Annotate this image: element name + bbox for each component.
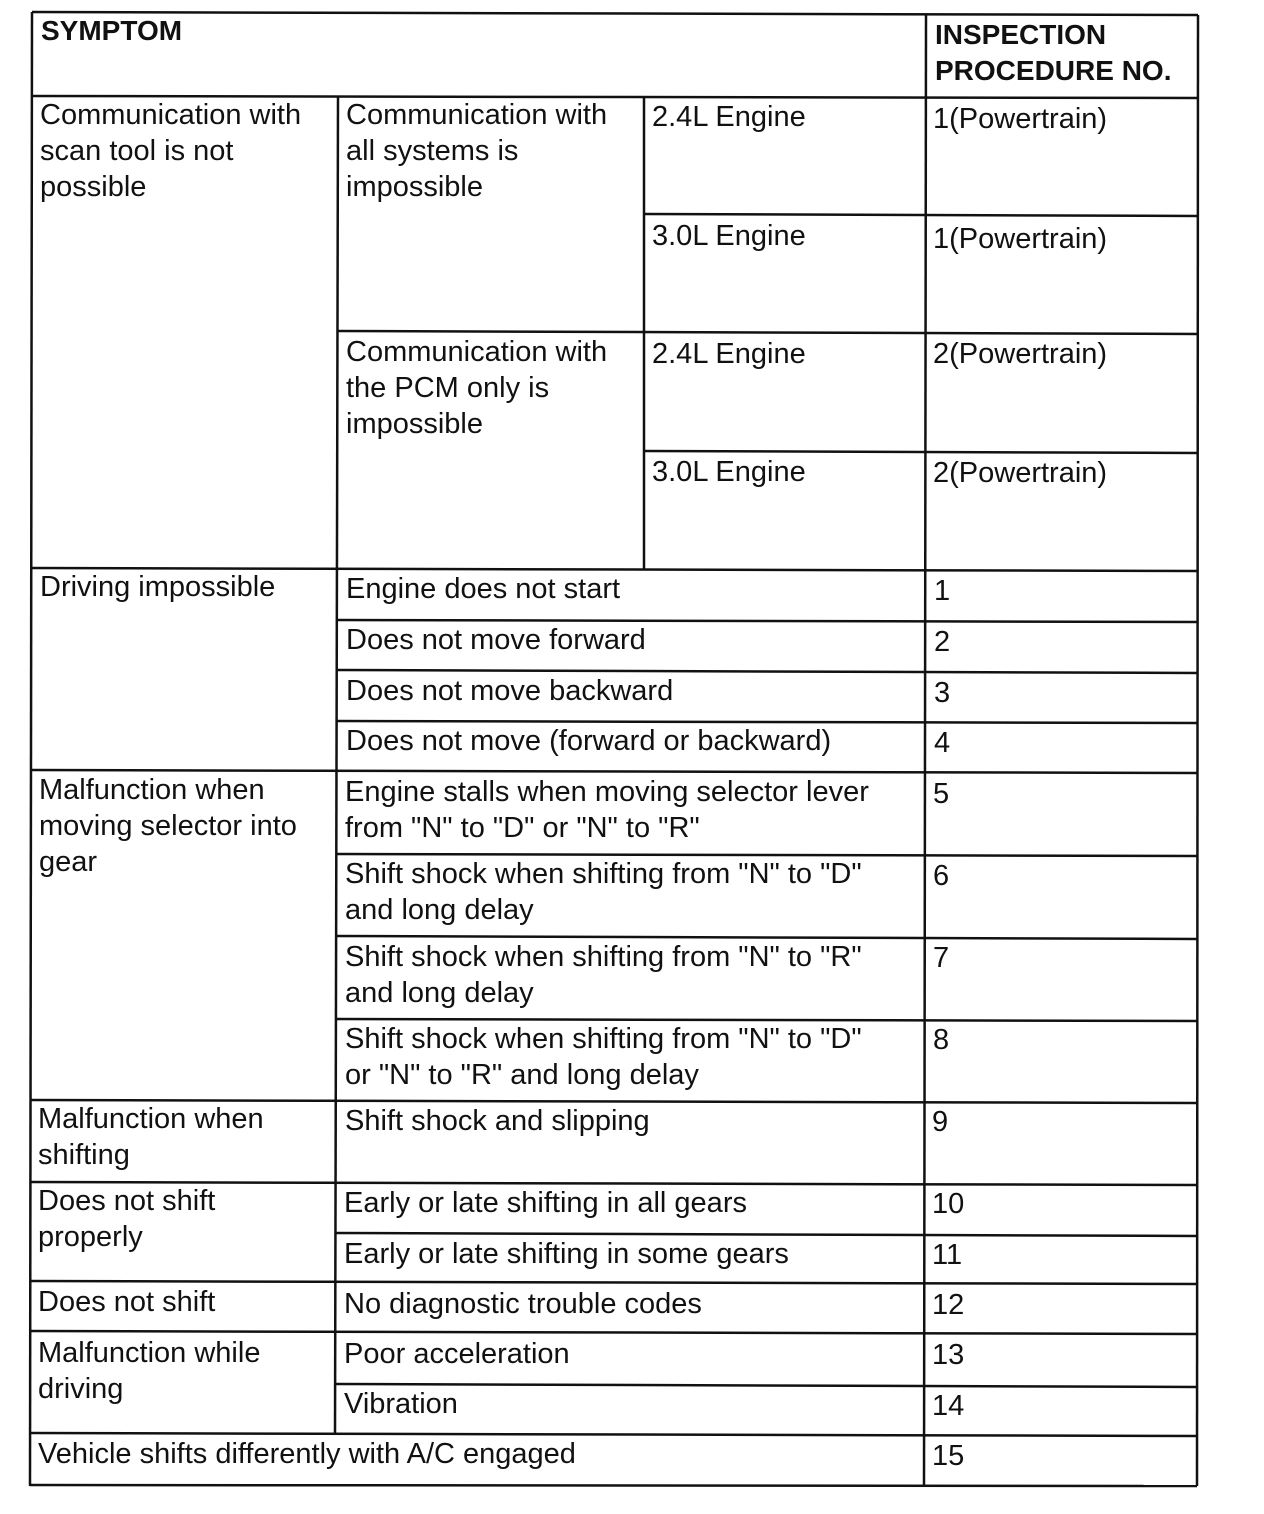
procedure-cell: 2 <box>934 626 951 658</box>
symptom-cell: Communication with <box>40 99 302 131</box>
header-symptom: SYMPTOM <box>41 15 183 46</box>
subsymptom-cell: Communication with <box>346 99 608 131</box>
procedure-cell: 12 <box>932 1289 965 1321</box>
header-procedure-line2: PROCEDURE NO. <box>935 55 1172 86</box>
detail-cell: and long delay <box>345 977 534 1009</box>
symptom-cell: Malfunction when <box>39 774 265 806</box>
detail-cell: Does not move (forward or backward) <box>346 725 832 757</box>
procedure-cell: 6 <box>933 860 950 892</box>
symptom-cell: shifting <box>38 1139 130 1171</box>
procedure-cell: 1(Powertrain) <box>933 223 1108 255</box>
detail-cell: Shift shock when shifting from "N" to "R" <box>345 941 862 973</box>
detail-cell: Engine stalls when moving selector lever <box>345 776 869 808</box>
detail-cell: Shift shock when shifting from "N" to "D" <box>345 858 862 890</box>
engine-cell: 3.0L Engine <box>652 456 806 488</box>
procedure-cell: 2(Powertrain) <box>933 457 1108 489</box>
engine-cell: 3.0L Engine <box>652 220 806 252</box>
symptom-cell: Does not shift <box>38 1286 216 1318</box>
detail-cell: and long delay <box>345 894 534 926</box>
detail-cell: Shift shock when shifting from "N" to "D" <box>345 1023 862 1055</box>
symptom-cell: Malfunction when <box>38 1103 264 1135</box>
procedure-cell: 1(Powertrain) <box>933 103 1108 135</box>
procedure-cell: 5 <box>933 778 950 810</box>
subsymptom-cell: all systems is <box>346 135 519 167</box>
detail-cell: Vibration <box>344 1388 458 1420</box>
scan-tool-section <box>40 99 1107 489</box>
detail-cell: from "N" to "D" or "N" to "R" <box>345 812 700 844</box>
engine-cell: 2.4L Engine <box>652 101 806 133</box>
procedure-cell: 11 <box>932 1239 963 1271</box>
subsymptom-cell: Communication with <box>346 336 608 368</box>
procedure-cell: 7 <box>933 942 950 974</box>
detail-cell: Early or late shifting in some gears <box>344 1238 789 1270</box>
symptom-cell: Malfunction while <box>38 1337 261 1369</box>
header-procedure-line1: INSPECTION <box>935 19 1107 50</box>
symptom-cell: scan tool is not <box>40 135 234 167</box>
detail-cell: Poor acceleration <box>344 1338 570 1370</box>
engine-cell: 2.4L Engine <box>652 338 806 370</box>
table-header <box>41 15 1171 86</box>
symptom-cell: properly <box>38 1221 143 1253</box>
detail-rows <box>344 573 964 1422</box>
subsymptom-cell: impossible <box>346 408 483 440</box>
detail-cell: No diagnostic trouble codes <box>344 1288 702 1320</box>
detail-cell: Early or late shifting in all gears <box>344 1187 747 1219</box>
procedure-cell: 14 <box>932 1390 965 1422</box>
detail-cell: Shift shock and slipping <box>345 1105 650 1137</box>
procedure-cell: 3 <box>934 677 951 709</box>
procedure-cell: 15 <box>932 1440 965 1472</box>
symptom-cell: moving selector into <box>39 810 297 842</box>
symptom-cell: Vehicle shifts differently with A/C engaged <box>38 1438 576 1470</box>
detail-cell: Does not move forward <box>346 624 646 656</box>
procedure-cell: 10 <box>932 1188 965 1220</box>
symptom-cell: gear <box>39 846 98 878</box>
last-row <box>38 1438 964 1472</box>
detail-cell: or "N" to "R" and long delay <box>345 1059 699 1091</box>
procedure-cell: 4 <box>934 727 951 759</box>
subsymptom-cell: the PCM only is <box>346 372 550 404</box>
detail-cell: Does not move backward <box>346 675 674 707</box>
subsymptom-cell: impossible <box>346 171 483 203</box>
symptom-cell: driving <box>38 1373 124 1405</box>
procedure-cell: 9 <box>932 1106 949 1138</box>
symptom-cell: Driving impossible <box>40 571 276 603</box>
procedure-cell: 8 <box>933 1024 950 1056</box>
procedure-cell: 1 <box>934 575 951 607</box>
symptom-cell: Does not shift <box>38 1185 216 1217</box>
procedure-cell: 2(Powertrain) <box>933 338 1108 370</box>
detail-cell: Engine does not start <box>346 573 621 605</box>
procedure-cell: 13 <box>932 1339 965 1371</box>
symptom-cell: possible <box>40 171 147 203</box>
